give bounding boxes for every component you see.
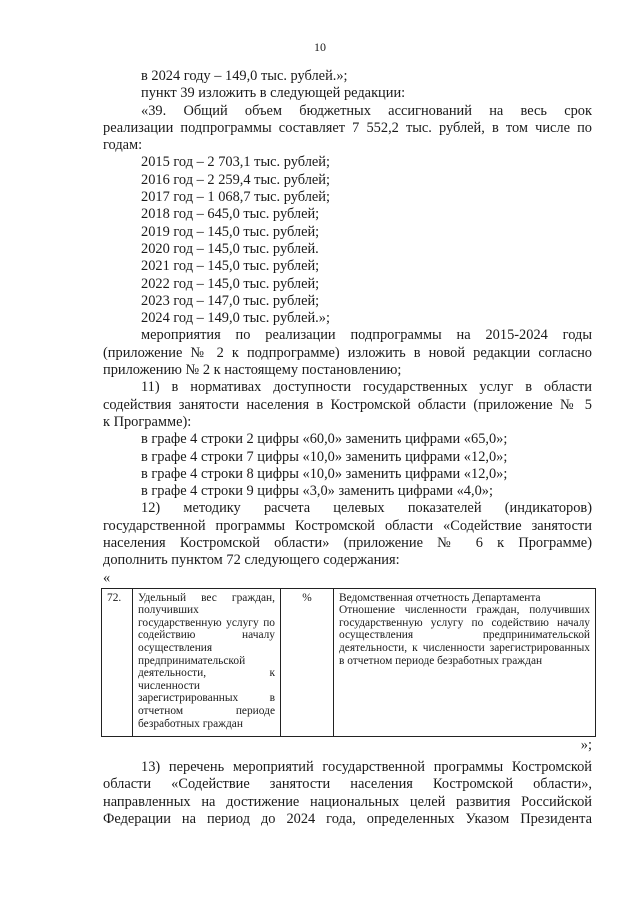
year-item: 2018 год – 645,0 тыс. рублей; [141, 206, 320, 223]
measures-line-3: приложению № 2 к настоящему постановлению; [103, 362, 402, 379]
replacements-list [103, 431, 592, 500]
method-cell [334, 588, 596, 737]
p39-line-2: реализации подпрограммы составляет 7 552,2 тыс. рублей, в том числе по [103, 119, 592, 136]
years-list [103, 154, 592, 327]
year-item: 2022 год – 145,0 тыс. рублей; [141, 275, 320, 292]
p12-line-2: государственной программы Костромской области «Содействие занятости [103, 517, 592, 534]
year-item: 2016 год – 2 259,4 тыс. рублей; [141, 171, 330, 188]
p12-line-1: 12) методику расчета целевых показателей (индикаторов) [141, 500, 592, 517]
row-number-cell: 72. [102, 588, 133, 737]
year-item: 2020 год – 145,0 тыс. рублей. [141, 240, 319, 257]
p11-line-3: к Программе): [103, 413, 192, 430]
method-source: Ведомственная отчетность Департамента [339, 591, 541, 604]
indicator-name-cell: Удельный вес граждан, получивших государственную услугу по содействию началу осуществления предпринимательской деятельности, к численности зарегистрированных в отчетном периоде безработных граждан [133, 588, 281, 737]
page-number: 10 [314, 40, 326, 54]
year-item: 2019 год – 145,0 тыс. рублей; [141, 223, 320, 240]
unit-cell: % [281, 588, 334, 737]
year-item: 2023 год – 147,0 тыс. рублей; [141, 292, 320, 309]
text-line: пункт 39 изложить в следующей редакции: [141, 85, 406, 102]
text-line: в 2024 году – 149,0 тыс. рублей.»; [141, 68, 348, 84]
p13-line-2: области «Содействие занятости населения Костромской области», [103, 776, 592, 793]
open-quote: « [103, 569, 111, 586]
p39-line-3: годам: [103, 137, 143, 154]
replacement-item: в графе 4 строки 9 цифры «3,0» заменить цифрами «4,0»; [141, 483, 493, 500]
year-item: 2015 год – 2 703,1 тыс. рублей; [141, 154, 330, 171]
document-body [103, 68, 592, 828]
p12-line-3: населения Костромской области» (приложение № 6 к Программе) [103, 535, 592, 552]
p12-line-4: дополнить пунктом 72 следующего содержания: [103, 552, 400, 569]
replacement-item: в графе 4 строки 2 цифры «60,0» заменить цифрами «65,0»; [141, 431, 508, 448]
measures-line-2: (приложение № 2 к подпрограмме) изложить в новой редакции согласно [103, 344, 592, 361]
p11-line-2: содействия занятости населения в Костромской области (приложение № 5 [103, 396, 592, 413]
table-row [102, 588, 596, 737]
year-item: 2024 год – 149,0 тыс. рублей.»; [141, 310, 330, 327]
replacement-item: в графе 4 строки 8 цифры «10,0» заменить цифрами «12,0»; [141, 465, 508, 482]
year-item: 2021 год – 145,0 тыс. рублей; [141, 258, 320, 275]
method-formula: Отношение численности граждан, получивших государственную услугу по содействию началу осуществления предпринимательской деятельности, к численности зарегистрированных в отчетном периоде безработных граждан [339, 604, 590, 667]
p11-line-1: 11) в нормативах доступности государственных услуг в области [141, 379, 592, 396]
measures-line-1: мероприятия по реализации подпрограммы на 2015-2024 годы [141, 327, 592, 344]
indicator-table [101, 588, 596, 738]
replacement-item: в графе 4 строки 7 цифры «10,0» заменить цифрами «12,0»; [141, 448, 508, 465]
p13-line-4: Федерации на период до 2024 года, определенных Указом Президента [103, 811, 592, 828]
year-item: 2017 год – 1 068,7 тыс. рублей; [141, 189, 330, 206]
close-quote: »; [580, 737, 592, 754]
p39-line-1: «39. Общий объем бюджетных ассигнований на весь срок [141, 102, 592, 119]
p13-line-3: направленных на достижение национальных целей развития Российской [103, 793, 592, 810]
p13-line-1: 13) перечень мероприятий государственной программы Костромской [141, 759, 592, 776]
